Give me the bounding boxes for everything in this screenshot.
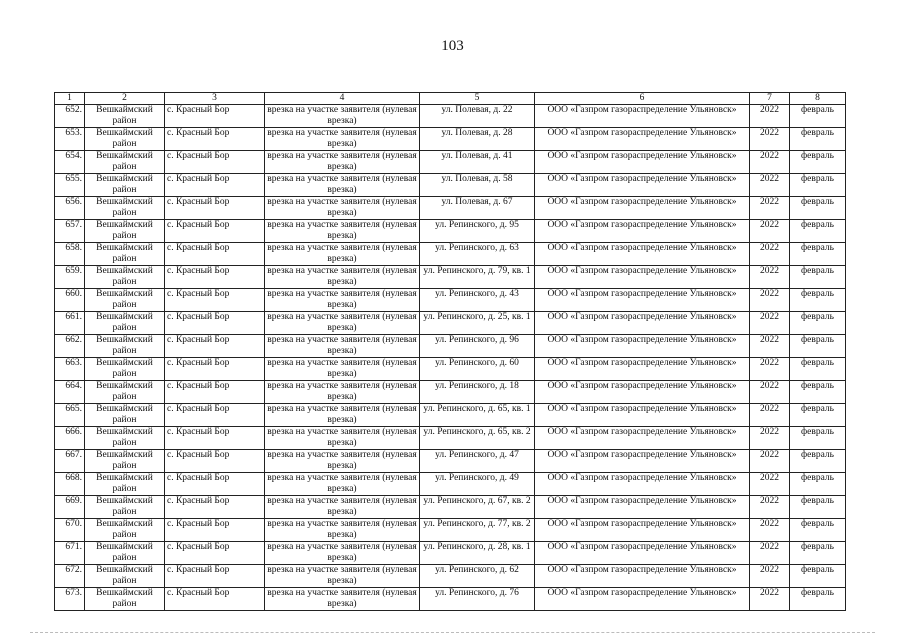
district-cell: Вешкаймский район [85,473,165,496]
column-number-6: 6 [535,93,750,105]
year-cell: 2022 [750,220,790,243]
year-cell: 2022 [750,105,790,128]
work-type-cell: врезка на участке заявителя (нулевая врезка) [265,174,420,197]
month-cell: февраль [790,128,846,151]
year-cell: 2022 [750,197,790,220]
table-row [55,105,846,128]
row-number-cell: 656. [55,197,85,220]
row-number-cell: 654. [55,151,85,174]
row-number-cell: 653. [55,128,85,151]
table-row [55,473,846,496]
year-cell: 2022 [750,151,790,174]
month-cell: февраль [790,335,846,358]
district-cell: Вешкаймский район [85,151,165,174]
year-cell: 2022 [750,473,790,496]
row-number-cell: 669. [55,496,85,519]
work-type-cell: врезка на участке заявителя (нулевая врезка) [265,496,420,519]
address-cell: ул. Репинского, д. 62 [420,565,535,588]
table-row [55,427,846,450]
district-cell: Вешкаймский район [85,197,165,220]
organization-cell: ООО «Газпром газораспределение Ульяновск» [535,312,750,335]
organization-cell: ООО «Газпром газораспределение Ульяновск» [535,565,750,588]
settlement-cell: с. Красный Бор [165,473,265,496]
organization-cell: ООО «Газпром газораспределение Ульяновск» [535,473,750,496]
work-type-cell: врезка на участке заявителя (нулевая врезка) [265,266,420,289]
address-cell: ул. Репинского, д. 79, кв. 1 [420,266,535,289]
month-cell: февраль [790,151,846,174]
row-number-cell: 662. [55,335,85,358]
district-cell: Вешкаймский район [85,542,165,565]
year-cell: 2022 [750,450,790,473]
year-cell: 2022 [750,381,790,404]
month-cell: февраль [790,542,846,565]
settlement-cell: с. Красный Бор [165,151,265,174]
work-type-cell: врезка на участке заявителя (нулевая врезка) [265,197,420,220]
year-cell: 2022 [750,404,790,427]
work-type-cell: врезка на участке заявителя (нулевая врезка) [265,473,420,496]
column-number-8: 8 [790,93,846,105]
table-row [55,312,846,335]
month-cell: февраль [790,404,846,427]
row-number-cell: 663. [55,358,85,381]
district-cell: Вешкаймский район [85,128,165,151]
organization-cell: ООО «Газпром газораспределение Ульяновск» [535,404,750,427]
table-row [55,588,846,611]
month-cell: февраль [790,473,846,496]
work-type-cell: врезка на участке заявителя (нулевая врезка) [265,335,420,358]
address-cell: ул. Полевая, д. 67 [420,197,535,220]
address-cell: ул. Репинского, д. 67, кв. 2 [420,496,535,519]
organization-cell: ООО «Газпром газораспределение Ульяновск» [535,542,750,565]
column-number-7: 7 [750,93,790,105]
column-number-row [55,93,846,105]
organization-cell: ООО «Газпром газораспределение Ульяновск» [535,427,750,450]
year-cell: 2022 [750,542,790,565]
row-number-cell: 666. [55,427,85,450]
year-cell: 2022 [750,496,790,519]
month-cell: февраль [790,266,846,289]
row-number-cell: 660. [55,289,85,312]
table-row [55,565,846,588]
settlement-cell: с. Красный Бор [165,197,265,220]
district-cell: Вешкаймский район [85,266,165,289]
column-number-3: 3 [165,93,265,105]
month-cell: февраль [790,427,846,450]
row-number-cell: 670. [55,519,85,542]
table-row [55,151,846,174]
address-cell: ул. Репинского, д. 95 [420,220,535,243]
month-cell: февраль [790,450,846,473]
month-cell: февраль [790,381,846,404]
table-row [55,358,846,381]
district-cell: Вешкаймский район [85,335,165,358]
work-type-cell: врезка на участке заявителя (нулевая врезка) [265,312,420,335]
settlement-cell: с. Красный Бор [165,243,265,266]
row-number-cell: 672. [55,565,85,588]
month-cell: февраль [790,289,846,312]
year-cell: 2022 [750,266,790,289]
table-row [55,197,846,220]
organization-cell: ООО «Газпром газораспределение Ульяновск» [535,450,750,473]
settlement-cell: с. Красный Бор [165,128,265,151]
district-cell: Вешкаймский район [85,243,165,266]
table-row [55,519,846,542]
year-cell: 2022 [750,358,790,381]
row-number-cell: 665. [55,404,85,427]
settlement-cell: с. Красный Бор [165,496,265,519]
settlement-cell: с. Красный Бор [165,450,265,473]
settlement-cell: с. Красный Бор [165,565,265,588]
district-cell: Вешкаймский район [85,174,165,197]
organization-cell: ООО «Газпром газораспределение Ульяновск» [535,220,750,243]
organization-cell: ООО «Газпром газораспределение Ульяновск» [535,358,750,381]
settlement-cell: с. Красный Бор [165,335,265,358]
month-cell: февраль [790,105,846,128]
organization-cell: ООО «Газпром газораспределение Ульяновск» [535,335,750,358]
address-cell: ул. Репинского, д. 76 [420,588,535,611]
row-number-cell: 673. [55,588,85,611]
register-table [54,92,846,611]
organization-cell: ООО «Газпром газораспределение Ульяновск» [535,496,750,519]
settlement-cell: с. Красный Бор [165,404,265,427]
month-cell: февраль [790,243,846,266]
work-type-cell: врезка на участке заявителя (нулевая врезка) [265,404,420,427]
work-type-cell: врезка на участке заявителя (нулевая врезка) [265,588,420,611]
settlement-cell: с. Красный Бор [165,220,265,243]
address-cell: ул. Репинского, д. 63 [420,243,535,266]
scan-edge-noise [30,632,875,634]
work-type-cell: врезка на участке заявителя (нулевая врезка) [265,519,420,542]
year-cell: 2022 [750,174,790,197]
work-type-cell: врезка на участке заявителя (нулевая врезка) [265,565,420,588]
row-number-cell: 668. [55,473,85,496]
month-cell: февраль [790,358,846,381]
column-number-2: 2 [85,93,165,105]
organization-cell: ООО «Газпром газораспределение Ульяновск» [535,289,750,312]
district-cell: Вешкаймский район [85,427,165,450]
month-cell: февраль [790,312,846,335]
month-cell: февраль [790,519,846,542]
organization-cell: ООО «Газпром газораспределение Ульяновск» [535,243,750,266]
organization-cell: ООО «Газпром газораспределение Ульяновск» [535,266,750,289]
address-cell: ул. Репинского, д. 65, кв. 2 [420,427,535,450]
row-number-cell: 655. [55,174,85,197]
address-cell: ул. Репинского, д. 49 [420,473,535,496]
column-number-4: 4 [265,93,420,105]
settlement-cell: с. Красный Бор [165,266,265,289]
organization-cell: ООО «Газпром газораспределение Ульяновск» [535,381,750,404]
settlement-cell: с. Красный Бор [165,542,265,565]
table-row [55,542,846,565]
district-cell: Вешкаймский район [85,358,165,381]
address-cell: ул. Репинского, д. 25, кв. 1 [420,312,535,335]
work-type-cell: врезка на участке заявителя (нулевая врезка) [265,243,420,266]
settlement-cell: с. Красный Бор [165,289,265,312]
month-cell: февраль [790,496,846,519]
address-cell: ул. Репинского, д. 77, кв. 2 [420,519,535,542]
work-type-cell: врезка на участке заявителя (нулевая врезка) [265,220,420,243]
work-type-cell: врезка на участке заявителя (нулевая врезка) [265,105,420,128]
district-cell: Вешкаймский район [85,220,165,243]
work-type-cell: врезка на участке заявителя (нулевая врезка) [265,427,420,450]
organization-cell: ООО «Газпром газораспределение Ульяновск» [535,174,750,197]
settlement-cell: с. Красный Бор [165,312,265,335]
district-cell: Вешкаймский район [85,588,165,611]
row-number-cell: 664. [55,381,85,404]
table-row [55,381,846,404]
organization-cell: ООО «Газпром газораспределение Ульяновск» [535,519,750,542]
address-cell: ул. Репинского, д. 43 [420,289,535,312]
page-number: 103 [441,38,464,54]
year-cell: 2022 [750,519,790,542]
table-row [55,266,846,289]
row-number-cell: 657. [55,220,85,243]
organization-cell: ООО «Газпром газораспределение Ульяновск» [535,588,750,611]
table-row [55,220,846,243]
column-number-1: 1 [55,93,85,105]
year-cell: 2022 [750,565,790,588]
district-cell: Вешкаймский район [85,404,165,427]
year-cell: 2022 [750,289,790,312]
settlement-cell: с. Красный Бор [165,427,265,450]
district-cell: Вешкаймский район [85,105,165,128]
settlement-cell: с. Красный Бор [165,588,265,611]
row-number-cell: 671. [55,542,85,565]
district-cell: Вешкаймский район [85,496,165,519]
district-cell: Вешкаймский район [85,312,165,335]
address-cell: ул. Полевая, д. 58 [420,174,535,197]
organization-cell: ООО «Газпром газораспределение Ульяновск» [535,105,750,128]
month-cell: февраль [790,174,846,197]
month-cell: февраль [790,220,846,243]
work-type-cell: врезка на участке заявителя (нулевая врезка) [265,151,420,174]
year-cell: 2022 [750,243,790,266]
row-number-cell: 658. [55,243,85,266]
row-number-cell: 661. [55,312,85,335]
year-cell: 2022 [750,588,790,611]
year-cell: 2022 [750,128,790,151]
address-cell: ул. Репинского, д. 60 [420,358,535,381]
table-row [55,289,846,312]
work-type-cell: врезка на участке заявителя (нулевая врезка) [265,450,420,473]
district-cell: Вешкаймский район [85,565,165,588]
district-cell: Вешкаймский район [85,381,165,404]
settlement-cell: с. Красный Бор [165,519,265,542]
address-cell: ул. Репинского, д. 65, кв. 1 [420,404,535,427]
table-row [55,404,846,427]
year-cell: 2022 [750,335,790,358]
organization-cell: ООО «Газпром газораспределение Ульяновск» [535,128,750,151]
table-row [55,496,846,519]
table-row [55,243,846,266]
address-cell: ул. Полевая, д. 41 [420,151,535,174]
work-type-cell: врезка на участке заявителя (нулевая врезка) [265,381,420,404]
work-type-cell: врезка на участке заявителя (нулевая врезка) [265,358,420,381]
settlement-cell: с. Красный Бор [165,358,265,381]
work-type-cell: врезка на участке заявителя (нулевая врезка) [265,289,420,312]
address-cell: ул. Репинского, д. 18 [420,381,535,404]
month-cell: февраль [790,197,846,220]
address-cell: ул. Полевая, д. 22 [420,105,535,128]
month-cell: февраль [790,588,846,611]
district-cell: Вешкаймский район [85,450,165,473]
table-row [55,450,846,473]
address-cell: ул. Репинского, д. 47 [420,450,535,473]
row-number-cell: 659. [55,266,85,289]
organization-cell: ООО «Газпром газораспределение Ульяновск» [535,197,750,220]
table-row [55,128,846,151]
settlement-cell: с. Красный Бор [165,174,265,197]
table-row [55,174,846,197]
month-cell: февраль [790,565,846,588]
year-cell: 2022 [750,312,790,335]
table-row [55,335,846,358]
settlement-cell: с. Красный Бор [165,105,265,128]
year-cell: 2022 [750,427,790,450]
address-cell: ул. Полевая, д. 28 [420,128,535,151]
table-body [55,93,846,611]
work-type-cell: врезка на участке заявителя (нулевая врезка) [265,542,420,565]
district-cell: Вешкаймский район [85,289,165,312]
row-number-cell: 667. [55,450,85,473]
column-number-5: 5 [420,93,535,105]
district-cell: Вешкаймский район [85,519,165,542]
work-type-cell: врезка на участке заявителя (нулевая врезка) [265,128,420,151]
address-cell: ул. Репинского, д. 28, кв. 1 [420,542,535,565]
settlement-cell: с. Красный Бор [165,381,265,404]
row-number-cell: 652. [55,105,85,128]
address-cell: ул. Репинского, д. 96 [420,335,535,358]
organization-cell: ООО «Газпром газораспределение Ульяновск» [535,151,750,174]
